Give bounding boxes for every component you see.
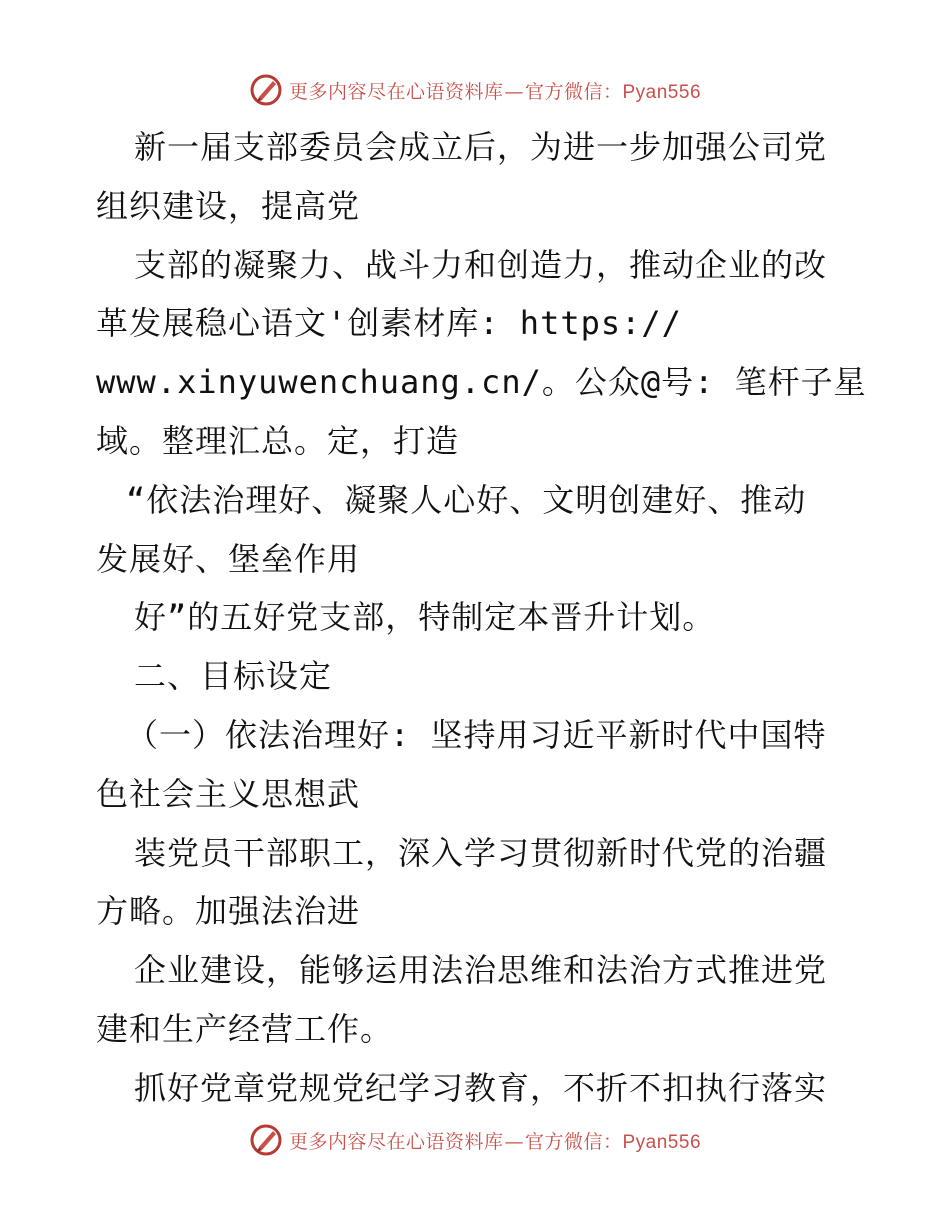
watermark-contact-label: 官方微信：	[524, 1130, 623, 1153]
body-line: 抓好党章党规党纪学习教育，不折不扣执行落实	[134, 1068, 828, 1107]
body-line: www.xinyuwenchuang.cn/。公众@号: 笔杆子星	[96, 363, 867, 402]
watermark-handle: Pyan556	[622, 81, 702, 103]
watermark-text	[289, 1127, 701, 1154]
watermark-site: 更多内容尽在心语资料库	[288, 1130, 504, 1153]
footer-watermark	[0, 1120, 950, 1160]
watermark-handle: Pyan556	[622, 1131, 702, 1153]
watermark-text	[289, 77, 701, 104]
body-line: 建和生产经营工作。	[96, 1009, 394, 1048]
document-body	[96, 118, 867, 1118]
body-line: 新一届支部委员会成立后，为进一步加强公司党	[134, 128, 828, 166]
body-line: 色社会主义思想武	[96, 774, 361, 813]
section-heading: 二、目标设定	[134, 657, 333, 696]
body-line: 好”的五好党支部，特制定本晋升计划。	[134, 598, 716, 637]
watermark-site: 更多内容尽在心语资料库	[288, 80, 504, 103]
body-line: 域。整理汇总。定，打造	[96, 421, 460, 460]
body-line: （一）依法治理好: 坚持用习近平新时代中国特	[126, 715, 827, 754]
watermark-separator: —	[504, 80, 524, 103]
pen-logo-icon	[249, 73, 283, 107]
body-line: 组织建设，提高党	[96, 186, 361, 225]
header-watermark	[0, 70, 950, 110]
body-line: 装党员干部职工，深入学习贯彻新时代党的治疆	[134, 833, 828, 872]
body-line: 发展好、堡垒作用	[96, 539, 361, 578]
body-line: 企业建设，能够运用法治思维和法治方式推进党	[134, 951, 828, 990]
watermark-contact-label: 官方微信：	[524, 80, 623, 103]
body-line: 革发展稳心语文'创素材库: https://	[96, 304, 682, 343]
body-line: 方略。加强法治进	[96, 892, 361, 931]
body-line: “依法治理好、凝聚人心好、文明创建好、推动	[126, 480, 807, 519]
body-line: 支部的凝聚力、战斗力和创造力，推动企业的改	[134, 245, 828, 284]
watermark-separator: —	[504, 1130, 524, 1153]
pen-logo-icon	[249, 1123, 283, 1157]
